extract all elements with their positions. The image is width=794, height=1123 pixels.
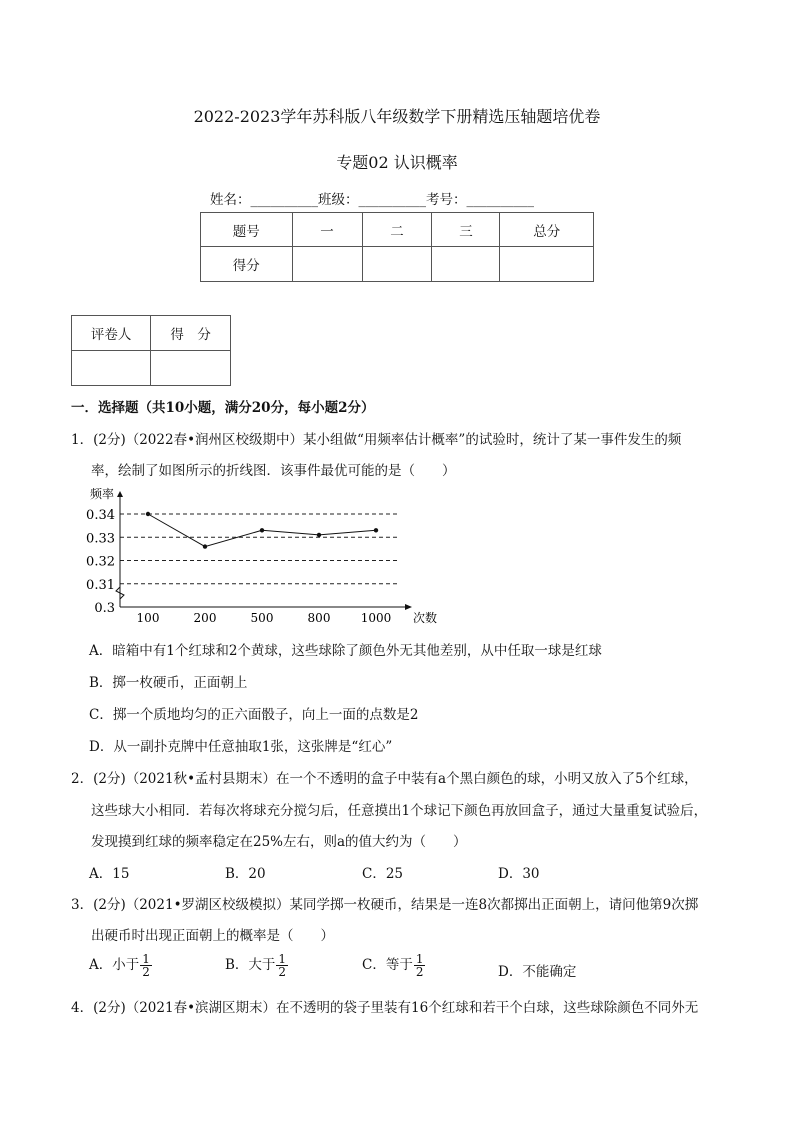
y-axis-arrow <box>117 491 123 497</box>
y-tick-label: 0.34 <box>86 508 115 523</box>
question-1-option-d[interactable]: D．从一副扑克牌中任意抽取1张，这张牌是“红心” <box>89 739 393 755</box>
y-tick-label: 0.33 <box>86 531 115 547</box>
score-cell: 总分 <box>500 213 594 247</box>
chart-axes <box>116 491 412 610</box>
question-2-line-1: 2．(2分)（2021秋•孟村县期末）在一个不透明的盒子中装有a个黑白颜色的球，小明又放入了5个红球， <box>71 771 698 787</box>
y-tick-label: 0.3 <box>94 601 115 616</box>
question-1-line-1: 1．(2分)（2022春•润州区校级期中）某小组做“用频率估计概率”的试验时，统计了某一事件发生的频 <box>71 432 682 448</box>
question-2-line-3: 发现摸到红球的频率稳定在25%左右，则a的值大约为（ ） <box>91 834 467 850</box>
question-2-option-c[interactable]: C．25 <box>362 866 404 882</box>
question-1-option-c[interactable]: C．掷一个质地均匀的正六面骰子，向上一面的点数是2 <box>89 707 419 723</box>
student-info-line: 姓名：__________班级：__________考号：__________ <box>210 192 534 208</box>
y-tick-label: 0.32 <box>86 554 115 570</box>
grader-table-header-row <box>72 316 231 351</box>
chart-y-axis-label: 频率 <box>90 487 115 501</box>
chart-gridlines <box>120 514 398 584</box>
question-3-option-d[interactable]: D．不能确定 <box>498 964 577 980</box>
chart-y-ticks <box>86 508 115 616</box>
grader-cell <box>151 351 231 386</box>
y-tick-label: 0.31 <box>86 577 115 593</box>
x-tick-label: 200 <box>193 611 217 625</box>
grader-table <box>71 315 231 386</box>
document-title: 2022-2023学年苏科版八年级数学下册精选压轴题培优卷 <box>193 107 601 126</box>
x-tick-label: 800 <box>307 611 331 625</box>
score-table-score-row <box>201 247 594 282</box>
question-1-line-2: 率，绘制了如图所示的折线图．该事件最优可能的是（ ） <box>91 463 456 479</box>
grader-cell: 评卷人 <box>72 316 151 351</box>
question-2-option-a[interactable]: A．15 <box>89 866 130 882</box>
data-point <box>146 512 150 516</box>
score-cell <box>432 247 500 282</box>
score-cell <box>500 247 594 282</box>
question-3-option-a[interactable] <box>89 953 152 978</box>
question-2-option-b[interactable]: B．20 <box>225 866 266 882</box>
data-point <box>260 528 264 532</box>
grader-table-score-row <box>72 351 231 386</box>
section-heading: 一．选择题（共10小题，满分20分，每小题2分） <box>71 400 375 416</box>
fraction-one-half: $\frac{1}{2}$ <box>142 952 150 979</box>
question-3-option-c[interactable] <box>362 953 425 978</box>
score-cell: 二 <box>362 213 432 247</box>
x-tick-label: 100 <box>136 611 160 625</box>
grader-cell: 得 分 <box>151 316 231 351</box>
data-point <box>374 528 378 532</box>
score-cell: 得分 <box>201 247 293 282</box>
fraction-one-half: $\frac{1}{2}$ <box>415 952 424 979</box>
score-table <box>200 212 594 282</box>
x-tick-label: 500 <box>250 611 274 625</box>
score-cell: 三 <box>432 213 500 247</box>
question-1-option-b[interactable]: B．掷一枚硬币，正面朝上 <box>89 675 248 691</box>
data-point <box>203 544 207 548</box>
question-2-option-d[interactable]: D．30 <box>498 866 540 882</box>
fraction-one-half: $\frac{1}{2}$ <box>278 952 287 979</box>
question-2-line-2: 这些球大小相同．若每次将球充分搅匀后，任意摸出1个球记下颜色再放回盒子，通过大量重复试验后， <box>91 803 708 819</box>
question-4-line-1: 4．(2分)（2021春•滨湖区期末）在不透明的袋子里装有16个红球和若干个白球，这些球除颜色不同外无 <box>71 1000 699 1016</box>
frequency-line-chart <box>80 482 438 632</box>
score-cell: 一 <box>292 213 362 247</box>
option-label: C．等于 <box>362 957 413 973</box>
data-point <box>317 533 321 537</box>
document-subtitle: 专题02 认识概率 <box>336 153 458 172</box>
score-cell <box>362 247 432 282</box>
question-3-line-2: 出硬币时出现正面朝上的概率是（ ） <box>91 928 334 944</box>
question-3-line-1: 3．(2分)（2021•罗湖区校级模拟）某同学掷一枚硬币，结果是一连8次都掷出正面朝上，请问他第9次掷 <box>71 897 699 913</box>
chart-series <box>146 512 378 549</box>
question-1-option-a[interactable]: A．暗箱中有1个红球和2个黄球，这些球除了颜色外无其他差别，从中任取一球是红球 <box>89 643 602 659</box>
question-3-option-b[interactable] <box>225 953 288 978</box>
chart-x-ticks <box>137 611 392 625</box>
grader-cell <box>72 351 151 386</box>
score-cell: 题号 <box>201 213 293 247</box>
x-axis-arrow <box>405 604 412 610</box>
score-cell <box>292 247 362 282</box>
chart-x-axis-label: 次数 <box>413 611 438 625</box>
option-label: A．小于 <box>89 957 140 973</box>
x-tick-label: 1000 <box>360 611 392 625</box>
score-table-header-row <box>201 213 594 247</box>
option-label: B．大于 <box>225 957 276 973</box>
